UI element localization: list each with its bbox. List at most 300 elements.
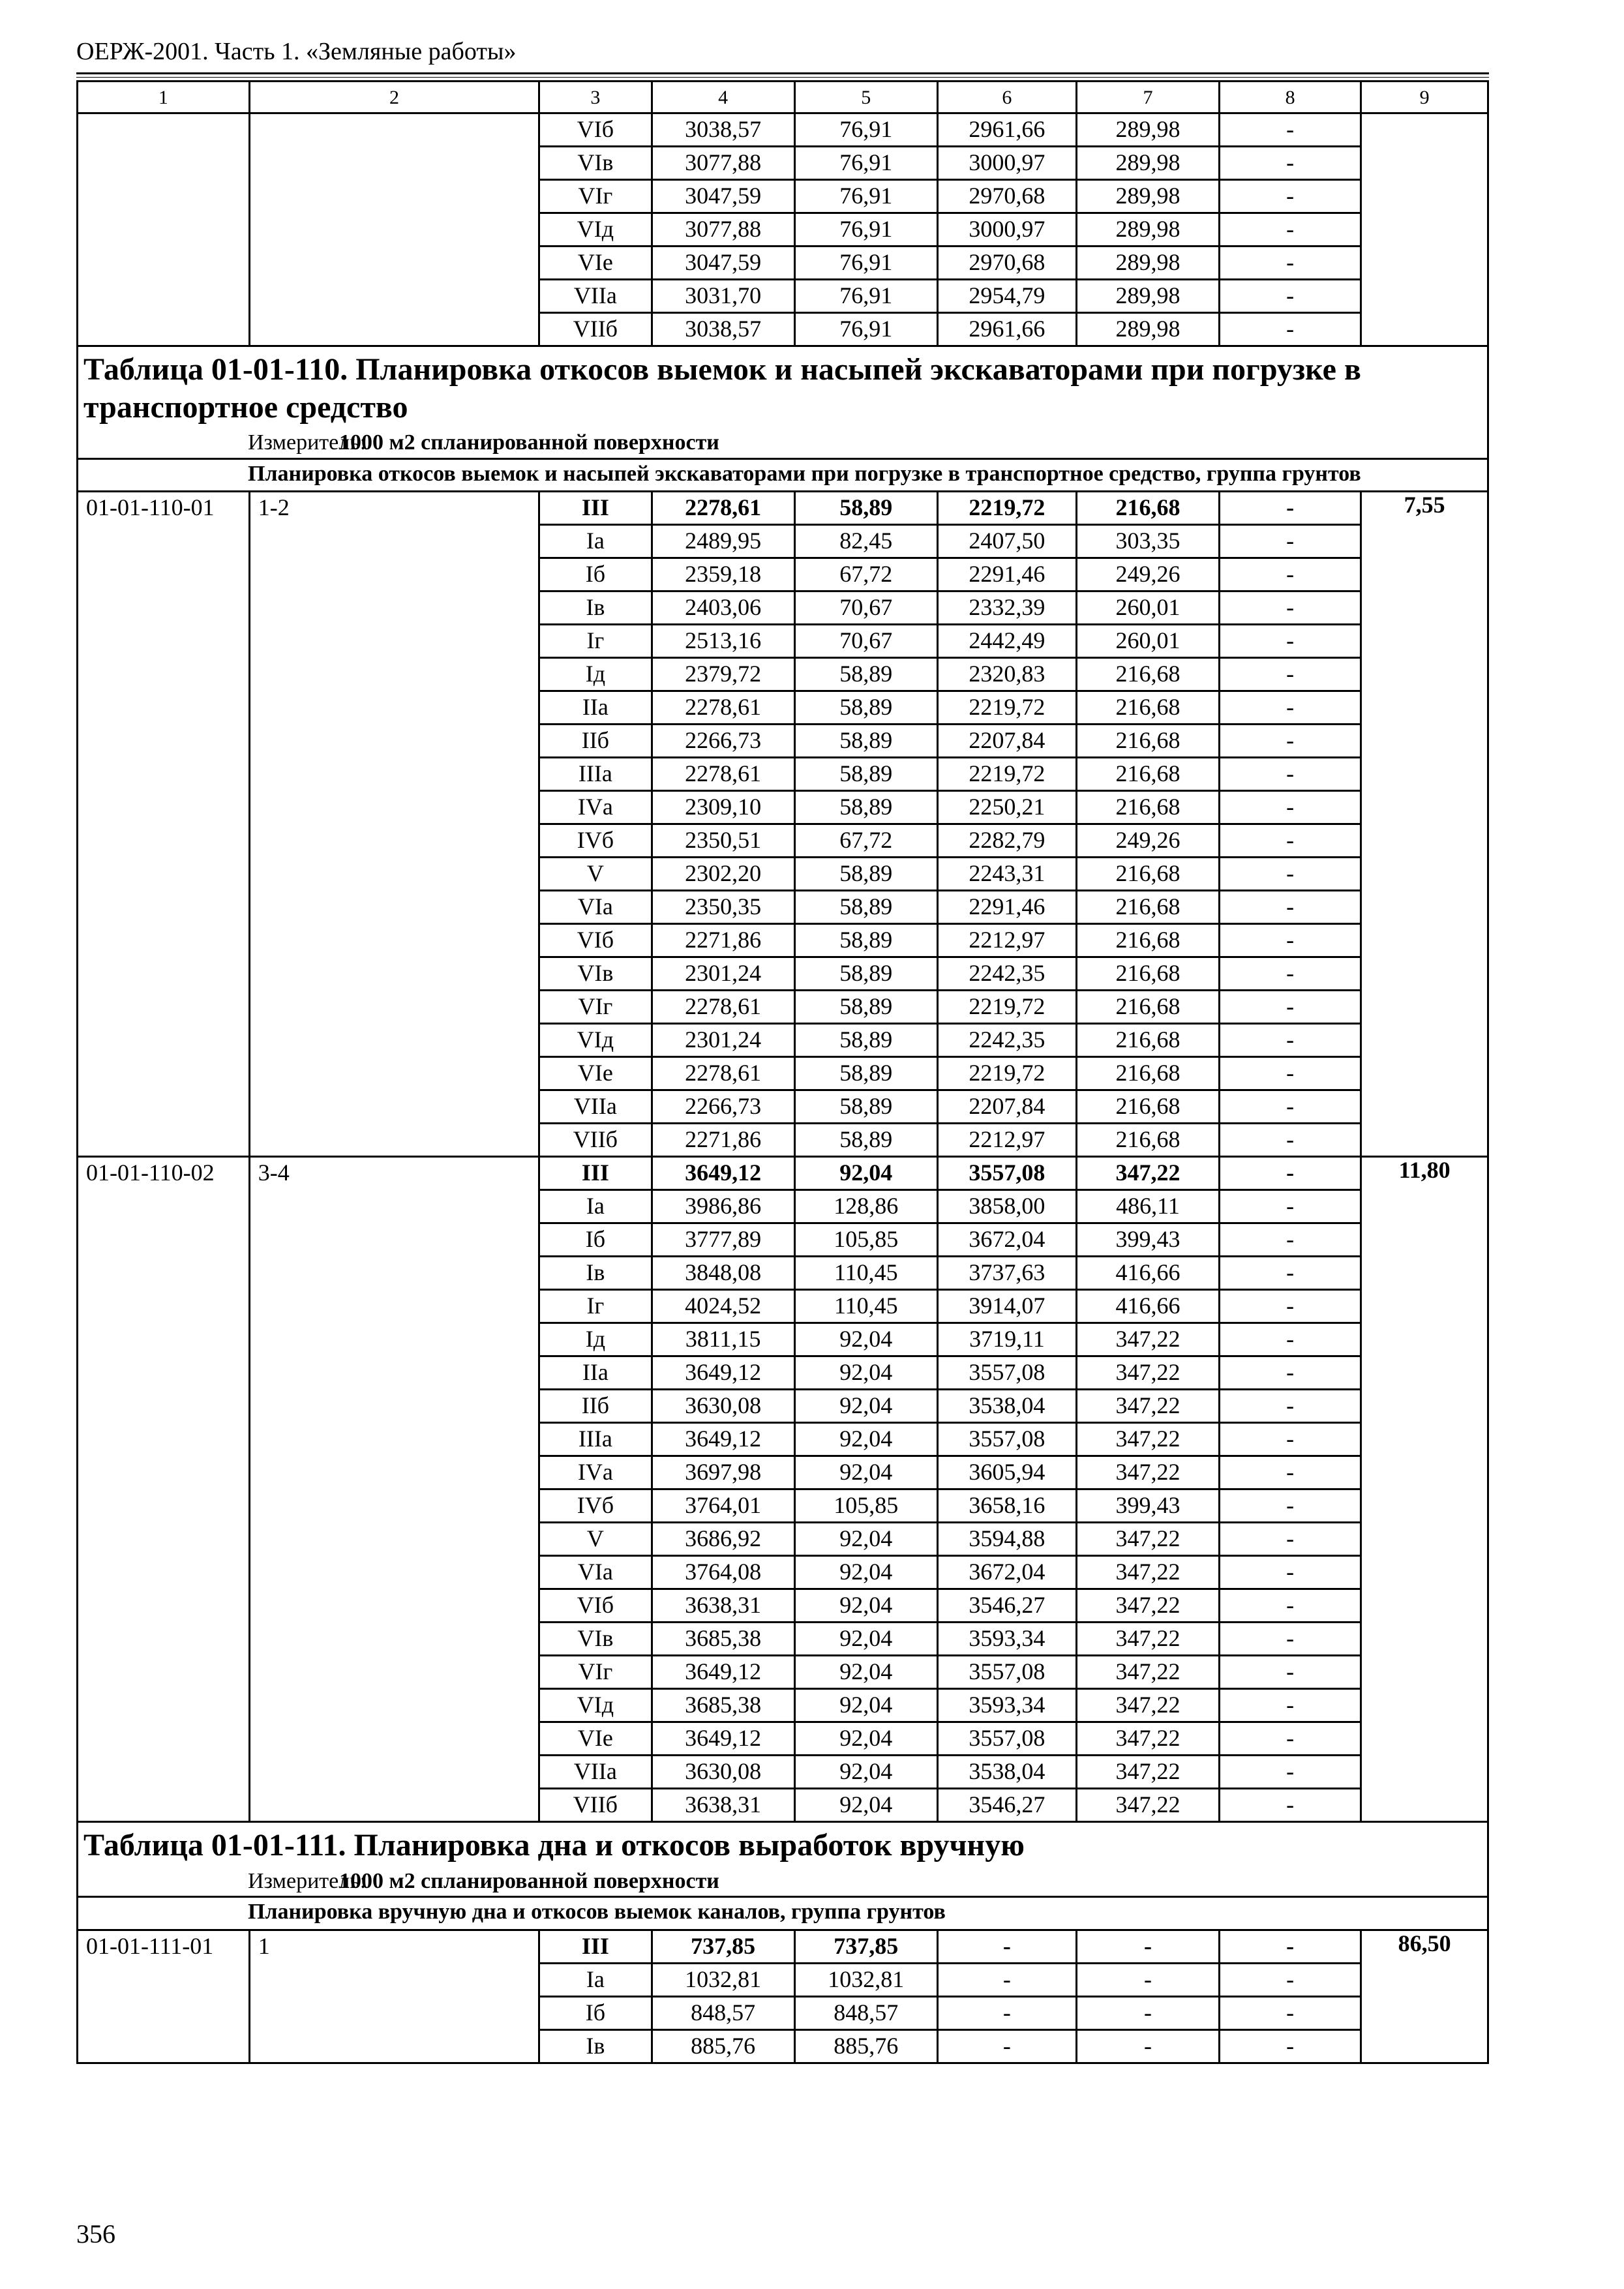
- data-cell: -: [1220, 280, 1361, 313]
- column-number: 4: [652, 82, 794, 113]
- data-cell: 128,86: [794, 1190, 937, 1223]
- data-cell: VIг: [539, 180, 652, 213]
- data-cell: 2219,72: [937, 1057, 1076, 1090]
- page-header: ОЕРЖ-2001. Часть 1. «Земляные работы»: [76, 38, 517, 65]
- data-cell: 2961,66: [937, 313, 1076, 346]
- data-cell: 2513,16: [652, 625, 794, 658]
- data-cell: -: [1220, 1223, 1361, 1257]
- data-cell: -: [1220, 1489, 1361, 1523]
- column-number: 5: [794, 82, 937, 113]
- data-cell: 3686,92: [652, 1523, 794, 1556]
- data-cell: -: [1220, 2029, 1361, 2063]
- section-caption-text: Планировка вручную дна и откосов выемок каналов, группа грунтов: [248, 1900, 946, 1924]
- data-cell: 289,98: [1076, 113, 1219, 147]
- data-cell: 2291,46: [937, 891, 1076, 924]
- data-cell: 216,68: [1076, 691, 1219, 725]
- data-cell: 2266,73: [652, 725, 794, 758]
- data-cell: 216,68: [1076, 658, 1219, 691]
- rate-code: 01-01-110-01: [78, 492, 250, 1157]
- data-cell: -: [1220, 725, 1361, 758]
- data-cell: -: [1220, 1930, 1361, 1963]
- data-cell: 2407,50: [937, 525, 1076, 558]
- table-title-text: Таблица 01-01-111. Планировка дна и откосов выработок вручную: [83, 1828, 1025, 1863]
- data-cell: 76,91: [794, 280, 937, 313]
- data-cell: -: [937, 1930, 1076, 1963]
- data-cell: 2282,79: [937, 824, 1076, 858]
- data-cell: 3764,08: [652, 1556, 794, 1589]
- data-cell: VIIб: [539, 1789, 652, 1822]
- data-cell: -: [1220, 1390, 1361, 1423]
- data-cell: 76,91: [794, 147, 937, 180]
- data-cell: 2271,86: [652, 1124, 794, 1157]
- data-cell: 3031,70: [652, 280, 794, 313]
- data-cell: VIб: [539, 1589, 652, 1623]
- data-cell: 92,04: [794, 1722, 937, 1756]
- group-cell: [249, 113, 539, 346]
- data-cell: 105,85: [794, 1223, 937, 1257]
- data-cell: -: [1220, 147, 1361, 180]
- table-body: [78, 82, 1488, 2063]
- data-cell: 2266,73: [652, 1090, 794, 1124]
- data-cell: VIе: [539, 1057, 652, 1090]
- data-cell: 3672,04: [937, 1223, 1076, 1257]
- data-cell: 737,85: [794, 1930, 937, 1963]
- data-cell: Iв: [539, 2029, 652, 2063]
- data-cell: IVб: [539, 824, 652, 858]
- data-cell: 92,04: [794, 1589, 937, 1623]
- data-cell: 848,57: [652, 1996, 794, 2029]
- data-cell: 3649,12: [652, 1356, 794, 1390]
- section-caption-text: Планировка откосов выемок и насыпей экскаваторами при погрузке в транспортное средство, группа грунтов: [248, 461, 1361, 486]
- data-cell: 2291,46: [937, 558, 1076, 591]
- data-cell: 76,91: [794, 213, 937, 247]
- data-cell: 3649,12: [652, 1423, 794, 1456]
- data-cell: 347,22: [1076, 1390, 1219, 1423]
- column-number: 1: [78, 82, 250, 113]
- data-cell: 2278,61: [652, 758, 794, 791]
- meter-row: [83, 1868, 1482, 1895]
- data-cell: -: [1220, 591, 1361, 625]
- data-cell: -: [1220, 1789, 1361, 1822]
- data-cell: VIг: [539, 991, 652, 1024]
- data-cell: 3649,12: [652, 1157, 794, 1190]
- data-cell: 289,98: [1076, 247, 1219, 280]
- data-cell: 347,22: [1076, 1356, 1219, 1390]
- data-cell: -: [1076, 1930, 1219, 1963]
- data-cell: 92,04: [794, 1623, 937, 1656]
- data-cell: 58,89: [794, 957, 937, 991]
- data-cell: VIIб: [539, 1124, 652, 1157]
- data-cell: 249,26: [1076, 558, 1219, 591]
- data-cell: 3764,01: [652, 1489, 794, 1523]
- data-cell: 3038,57: [652, 113, 794, 147]
- data-cell: -: [1220, 1656, 1361, 1689]
- data-cell: 216,68: [1076, 858, 1219, 891]
- data-cell: 347,22: [1076, 1456, 1219, 1489]
- data-cell: 2350,51: [652, 824, 794, 858]
- data-cell: -: [1076, 1996, 1219, 2029]
- data-cell: 347,22: [1076, 1589, 1219, 1623]
- data-cell: 92,04: [794, 1523, 937, 1556]
- data-cell: 76,91: [794, 247, 937, 280]
- data-cell: 3811,15: [652, 1323, 794, 1356]
- data-cell: -: [1220, 1290, 1361, 1323]
- table-title-row: [78, 1822, 1488, 1897]
- data-cell: 216,68: [1076, 957, 1219, 991]
- data-cell: 92,04: [794, 1556, 937, 1589]
- data-cell: 347,22: [1076, 1157, 1219, 1190]
- data-cell: Iа: [539, 525, 652, 558]
- data-cell: VIг: [539, 1656, 652, 1689]
- data-cell: IVа: [539, 791, 652, 824]
- meter-label: Измеритель:: [248, 430, 367, 455]
- data-cell: IIIа: [539, 1423, 652, 1456]
- data-cell: -: [937, 2029, 1076, 2063]
- data-cell: -: [1220, 991, 1361, 1024]
- data-cell: IIб: [539, 1390, 652, 1423]
- data-cell: III: [539, 1930, 652, 1963]
- data-cell: -: [1220, 247, 1361, 280]
- data-cell: 92,04: [794, 1356, 937, 1390]
- data-cell: 3557,08: [937, 1157, 1076, 1190]
- data-cell: V: [539, 1523, 652, 1556]
- data-cell: 216,68: [1076, 924, 1219, 957]
- data-cell: 76,91: [794, 313, 937, 346]
- data-cell: 3630,08: [652, 1390, 794, 1423]
- data-cell: 58,89: [794, 1024, 937, 1057]
- data-cell: 3658,16: [937, 1489, 1076, 1523]
- data-cell: IIа: [539, 1356, 652, 1390]
- data-cell: 2278,61: [652, 492, 794, 525]
- data-cell: -: [1220, 924, 1361, 957]
- data-cell: VIб: [539, 113, 652, 147]
- data-cell: -: [1220, 891, 1361, 924]
- data-cell: Iд: [539, 658, 652, 691]
- data-cell: 2207,84: [937, 725, 1076, 758]
- data-cell: VIв: [539, 957, 652, 991]
- column-number: 9: [1361, 82, 1488, 113]
- data-cell: 3638,31: [652, 1589, 794, 1623]
- data-cell: 92,04: [794, 1756, 937, 1789]
- data-cell: Iв: [539, 591, 652, 625]
- data-cell: 58,89: [794, 725, 937, 758]
- data-cell: 92,04: [794, 1390, 937, 1423]
- data-cell: IIа: [539, 691, 652, 725]
- data-cell: 3594,88: [937, 1523, 1076, 1556]
- table-title: [78, 1822, 1488, 1897]
- soil-group: 1-2: [249, 492, 539, 1157]
- data-cell: 2219,72: [937, 991, 1076, 1024]
- data-cell: 2301,24: [652, 957, 794, 991]
- data-cell: 2970,68: [937, 180, 1076, 213]
- data-cell: 216,68: [1076, 758, 1219, 791]
- data-cell: 3000,97: [937, 147, 1076, 180]
- section-caption-row: [78, 458, 1488, 491]
- data-cell: VIд: [539, 1024, 652, 1057]
- data-cell: 76,91: [794, 180, 937, 213]
- data-cell: 347,22: [1076, 1756, 1219, 1789]
- data-cell: 1032,81: [794, 1963, 937, 1996]
- data-cell: -: [1220, 1323, 1361, 1356]
- data-cell: 3593,34: [937, 1623, 1076, 1656]
- data-cell: 2970,68: [937, 247, 1076, 280]
- table-title-text: Таблица 01-01-110. Планировка откосов выемок и насыпей экскаваторами при погрузке в транспортное средство: [83, 352, 1361, 425]
- data-cell: 2359,18: [652, 558, 794, 591]
- data-cell: VIа: [539, 891, 652, 924]
- data-cell: 58,89: [794, 858, 937, 891]
- data-cell: 399,43: [1076, 1223, 1219, 1257]
- data-cell: 110,45: [794, 1257, 937, 1290]
- table-title-row: [78, 346, 1488, 459]
- data-cell: 4024,52: [652, 1290, 794, 1323]
- data-cell: 289,98: [1076, 147, 1219, 180]
- data-cell: VIе: [539, 1722, 652, 1756]
- data-cell: 70,67: [794, 591, 937, 625]
- data-cell: 58,89: [794, 658, 937, 691]
- data-cell: VIа: [539, 1556, 652, 1589]
- data-cell: 486,11: [1076, 1190, 1219, 1223]
- data-cell: 2271,86: [652, 924, 794, 957]
- section-caption: [78, 458, 1488, 491]
- data-cell: 216,68: [1076, 725, 1219, 758]
- data-cell: -: [1220, 658, 1361, 691]
- data-cell: 3649,12: [652, 1656, 794, 1689]
- data-cell: 2219,72: [937, 758, 1076, 791]
- data-cell: -: [1220, 1963, 1361, 1996]
- data-cell: -: [937, 1963, 1076, 1996]
- data-cell: 82,45: [794, 525, 937, 558]
- data-cell: 105,85: [794, 1489, 937, 1523]
- data-cell: IVб: [539, 1489, 652, 1523]
- data-cell: 3605,94: [937, 1456, 1076, 1489]
- data-cell: 92,04: [794, 1423, 937, 1456]
- data-cell: 58,89: [794, 891, 937, 924]
- data-cell: 416,66: [1076, 1257, 1219, 1290]
- data-cell: 2954,79: [937, 280, 1076, 313]
- data-cell: 216,68: [1076, 1024, 1219, 1057]
- data-cell: 92,04: [794, 1157, 937, 1190]
- data-cell: VIIа: [539, 1756, 652, 1789]
- data-cell: 3538,04: [937, 1756, 1076, 1789]
- data-cell: -: [1220, 791, 1361, 824]
- data-cell: V: [539, 858, 652, 891]
- column-number: 8: [1220, 82, 1361, 113]
- col9-value: 11,80: [1361, 1157, 1488, 1822]
- data-cell: 58,89: [794, 924, 937, 957]
- data-cell: 2332,39: [937, 591, 1076, 625]
- data-cell: 2442,49: [937, 625, 1076, 658]
- data-cell: III: [539, 492, 652, 525]
- data-cell: -: [1220, 1756, 1361, 1789]
- column-number: 7: [1076, 82, 1219, 113]
- data-cell: 3538,04: [937, 1390, 1076, 1423]
- data-cell: Iб: [539, 1223, 652, 1257]
- column-number: 2: [249, 82, 539, 113]
- soil-group: 3-4: [249, 1157, 539, 1822]
- data-cell: Iг: [539, 625, 652, 658]
- data-cell: 3672,04: [937, 1556, 1076, 1589]
- data-cell: Iв: [539, 1257, 652, 1290]
- table-row: [78, 492, 1488, 525]
- data-cell: 3914,07: [937, 1290, 1076, 1323]
- soil-group: 1: [249, 1930, 539, 2063]
- data-cell: 885,76: [794, 2029, 937, 2063]
- data-cell: 3557,08: [937, 1656, 1076, 1689]
- data-cell: 3557,08: [937, 1356, 1076, 1390]
- data-cell: 3077,88: [652, 213, 794, 247]
- data-cell: 3000,97: [937, 213, 1076, 247]
- data-cell: 2219,72: [937, 492, 1076, 525]
- data-cell: 347,22: [1076, 1656, 1219, 1689]
- data-cell: 3077,88: [652, 147, 794, 180]
- data-cell: 2250,21: [937, 791, 1076, 824]
- data-cell: 2212,97: [937, 924, 1076, 957]
- data-cell: -: [1220, 691, 1361, 725]
- column-number: 3: [539, 82, 652, 113]
- meter-row: [83, 430, 1482, 456]
- data-cell: 3047,59: [652, 180, 794, 213]
- data-cell: 347,22: [1076, 1556, 1219, 1589]
- data-cell: -: [1220, 1589, 1361, 1623]
- data-cell: 216,68: [1076, 891, 1219, 924]
- data-cell: 3047,59: [652, 247, 794, 280]
- meter-value: 1000 м2 спланированной поверхности: [339, 1868, 719, 1893]
- rate-code: 01-01-110-02: [78, 1157, 250, 1822]
- header-rule-thin: [76, 77, 1489, 78]
- data-cell: 3557,08: [937, 1722, 1076, 1756]
- data-cell: 260,01: [1076, 625, 1219, 658]
- data-cell: VIд: [539, 213, 652, 247]
- header-rule: [76, 72, 1489, 74]
- data-cell: -: [1220, 1124, 1361, 1157]
- data-cell: III: [539, 1157, 652, 1190]
- data-cell: 2212,97: [937, 1124, 1076, 1157]
- data-cell: -: [1220, 625, 1361, 658]
- data-cell: -: [1220, 1024, 1361, 1057]
- data-cell: -: [1220, 492, 1361, 525]
- data-cell: 92,04: [794, 1689, 937, 1722]
- section-caption: [78, 1897, 1488, 1930]
- data-cell: Iа: [539, 1963, 652, 1996]
- col9-value: 86,50: [1361, 1930, 1488, 2063]
- data-cell: 260,01: [1076, 591, 1219, 625]
- data-cell: -: [1220, 1456, 1361, 1489]
- meter-label: Измеритель:: [248, 1868, 367, 1893]
- data-cell: 76,91: [794, 113, 937, 147]
- meter-value: 1000 м2 спланированной поверхности: [339, 430, 719, 455]
- data-cell: 2301,24: [652, 1024, 794, 1057]
- data-cell: 2320,83: [937, 658, 1076, 691]
- data-cell: 3638,31: [652, 1789, 794, 1822]
- data-cell: -: [1220, 1190, 1361, 1223]
- data-cell: 347,22: [1076, 1323, 1219, 1356]
- data-cell: Iб: [539, 558, 652, 591]
- data-cell: 216,68: [1076, 1124, 1219, 1157]
- data-cell: VIд: [539, 1689, 652, 1722]
- data-cell: 216,68: [1076, 791, 1219, 824]
- data-cell: 3685,38: [652, 1689, 794, 1722]
- data-cell: 416,66: [1076, 1290, 1219, 1323]
- data-cell: 3630,08: [652, 1756, 794, 1789]
- data-cell: 3858,00: [937, 1190, 1076, 1223]
- data-cell: 92,04: [794, 1656, 937, 1689]
- data-cell: 3719,11: [937, 1323, 1076, 1356]
- data-cell: 70,67: [794, 625, 937, 658]
- data-cell: 216,68: [1076, 991, 1219, 1024]
- data-cell: Iг: [539, 1290, 652, 1323]
- data-cell: 249,26: [1076, 824, 1219, 858]
- data-cell: IVа: [539, 1456, 652, 1489]
- data-cell: 216,68: [1076, 492, 1219, 525]
- data-cell: -: [1220, 1090, 1361, 1124]
- data-cell: 347,22: [1076, 1623, 1219, 1656]
- column-number: 6: [937, 82, 1076, 113]
- data-cell: -: [1220, 525, 1361, 558]
- data-cell: -: [1220, 824, 1361, 858]
- data-cell: 216,68: [1076, 1057, 1219, 1090]
- data-cell: 2278,61: [652, 691, 794, 725]
- data-cell: 2350,35: [652, 891, 794, 924]
- table-row: [78, 1930, 1488, 1963]
- data-cell: Iб: [539, 1996, 652, 2029]
- data-cell: -: [1220, 1623, 1361, 1656]
- data-cell: 347,22: [1076, 1423, 1219, 1456]
- code-cell: [78, 113, 250, 346]
- data-cell: 3777,89: [652, 1223, 794, 1257]
- data-cell: 3848,08: [652, 1257, 794, 1290]
- data-cell: 3546,27: [937, 1589, 1076, 1623]
- data-cell: -: [1220, 1722, 1361, 1756]
- data-cell: 3697,98: [652, 1456, 794, 1489]
- data-cell: 2309,10: [652, 791, 794, 824]
- table-row: [78, 1157, 1488, 1190]
- data-cell: 58,89: [794, 492, 937, 525]
- data-cell: -: [1220, 1356, 1361, 1390]
- data-cell: -: [1220, 1556, 1361, 1589]
- data-cell: 2403,06: [652, 591, 794, 625]
- data-cell: 2242,35: [937, 957, 1076, 991]
- data-cell: 1032,81: [652, 1963, 794, 1996]
- data-cell: VIIа: [539, 1090, 652, 1124]
- data-cell: 3593,34: [937, 1689, 1076, 1722]
- data-cell: 737,85: [652, 1930, 794, 1963]
- data-cell: 2302,20: [652, 858, 794, 891]
- col9-cell: [1361, 113, 1488, 346]
- data-cell: 2278,61: [652, 1057, 794, 1090]
- data-cell: 216,68: [1076, 1090, 1219, 1124]
- data-cell: 58,89: [794, 991, 937, 1024]
- data-cell: -: [1076, 1963, 1219, 1996]
- data-cell: -: [1220, 313, 1361, 346]
- data-cell: VIб: [539, 924, 652, 957]
- data-cell: IIб: [539, 725, 652, 758]
- page-number: 356: [76, 2219, 115, 2249]
- data-cell: -: [1220, 1996, 1361, 2029]
- data-cell: 92,04: [794, 1323, 937, 1356]
- data-cell: 58,89: [794, 1090, 937, 1124]
- data-cell: 67,72: [794, 558, 937, 591]
- data-cell: -: [1220, 213, 1361, 247]
- data-cell: 347,22: [1076, 1689, 1219, 1722]
- data-cell: -: [937, 1996, 1076, 2029]
- data-cell: 92,04: [794, 1456, 937, 1489]
- data-cell: 2278,61: [652, 991, 794, 1024]
- data-cell: 2242,35: [937, 1024, 1076, 1057]
- data-cell: 58,89: [794, 791, 937, 824]
- data-cell: 2219,72: [937, 691, 1076, 725]
- data-cell: 3685,38: [652, 1623, 794, 1656]
- data-cell: VIв: [539, 147, 652, 180]
